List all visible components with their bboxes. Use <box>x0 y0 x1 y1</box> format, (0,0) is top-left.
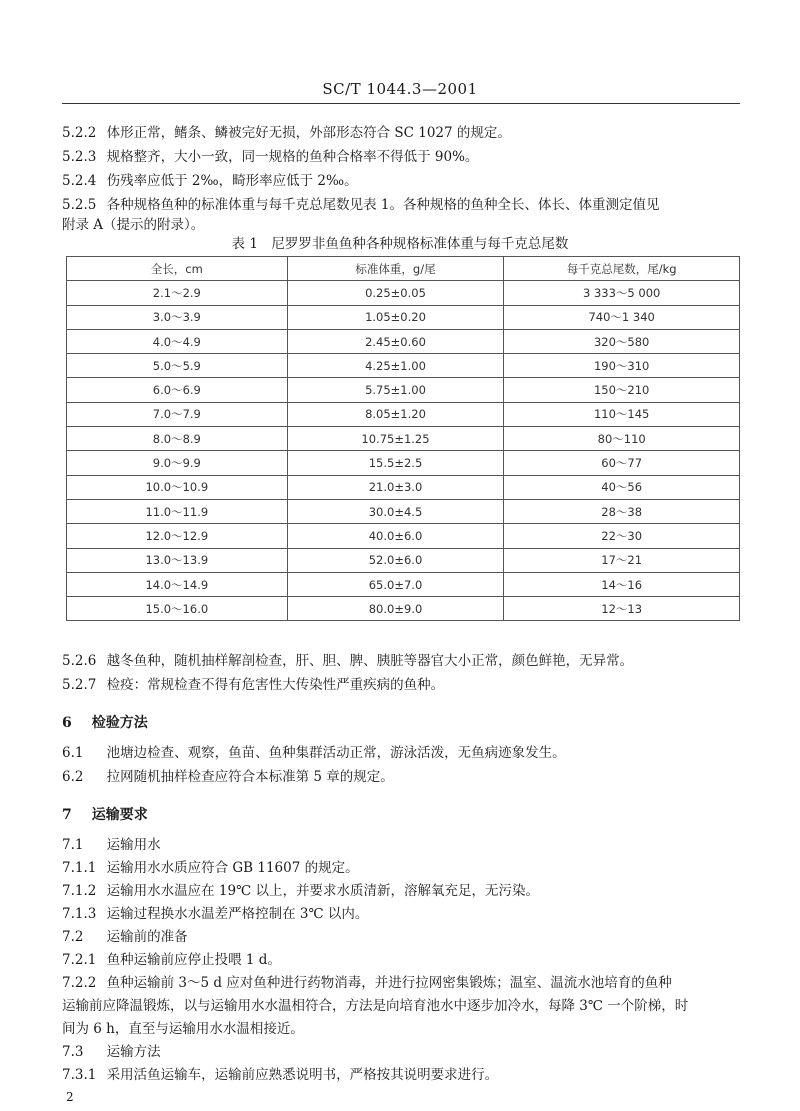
clause-number: 5.2.2 <box>62 125 97 141</box>
clause-text: 各种规格鱼种的标准体重与每千克总尾数见表 1。各种规格的鱼种全长、体长、体重测定值见 <box>106 197 660 213</box>
cell-weight: 21.0±3.0 <box>287 475 504 499</box>
cell-count: 740～1 340 <box>504 305 740 329</box>
clause-number: 7.1.1 <box>62 860 97 876</box>
cell-length: 8.0～8.9 <box>67 427 288 451</box>
clause-text: 鱼种运输前 3～5 d 应对鱼种进行药物消毒，并进行拉网密集锻炼；温室、温流水池培育的鱼种 <box>106 975 672 991</box>
cell-length: 9.0～9.9 <box>67 451 288 475</box>
clause-number: 7 <box>62 807 72 823</box>
header-weight: 标准体重，g/尾 <box>287 257 504 281</box>
section-heading <box>62 712 742 734</box>
cell-count: 28～38 <box>504 499 740 523</box>
clause-number: 5.2.6 <box>62 653 97 669</box>
clause-paragraph <box>62 742 742 764</box>
table-row <box>67 427 740 451</box>
clause-paragraph <box>62 766 742 788</box>
clause-paragraph <box>62 1064 742 1086</box>
clause-paragraph <box>62 122 742 144</box>
cell-weight: 15.5±2.5 <box>287 451 504 475</box>
cell-weight: 65.0±7.0 <box>287 572 504 596</box>
header-length: 全长，cm <box>67 257 288 281</box>
clause-number: 7.3.1 <box>62 1067 97 1083</box>
table-header-row <box>67 257 740 281</box>
cell-weight: 10.75±1.25 <box>287 427 504 451</box>
cell-count: 3 333～5 000 <box>504 281 740 305</box>
clause-number: 6.2 <box>62 769 84 785</box>
table-row <box>67 597 740 621</box>
cell-count: 320～580 <box>504 329 740 353</box>
standard-header: SC/T 1044.3—2001 <box>322 80 478 98</box>
clause-number: 6.1 <box>62 745 84 761</box>
table-row <box>67 305 740 329</box>
clause-number: 7.1 <box>62 837 84 853</box>
cell-weight: 4.25±1.00 <box>287 354 504 378</box>
clause-number: 5.2.7 <box>62 677 97 693</box>
clause-number: 6 <box>62 715 72 731</box>
cell-length: 10.0～10.9 <box>67 475 288 499</box>
cell-length: 15.0～16.0 <box>67 597 288 621</box>
table-row <box>67 451 740 475</box>
table-row <box>67 402 740 426</box>
cell-length: 4.0～4.9 <box>67 329 288 353</box>
clause-paragraph <box>62 903 742 925</box>
page-number: 2 <box>66 1090 74 1104</box>
clause-paragraph <box>62 1018 742 1040</box>
clause-paragraph <box>62 949 742 971</box>
cell-weight: 30.0±4.5 <box>287 499 504 523</box>
clause-text: 体形正常，鳍条、鳞被完好无损，外部形态符合 SC 1027 的规定。 <box>106 125 511 141</box>
clause-number: 5.2.4 <box>62 173 97 189</box>
clause-text: 检验方法 <box>91 715 148 731</box>
cell-length: 5.0～5.9 <box>67 354 288 378</box>
table-row <box>67 572 740 596</box>
clause-text: 运输用水水质应符合 GB 11607 的规定。 <box>106 860 359 876</box>
table-row <box>67 475 740 499</box>
table-row <box>67 329 740 353</box>
cell-count: 190～310 <box>504 354 740 378</box>
clause-paragraph <box>62 857 742 879</box>
clause-paragraph <box>62 170 742 192</box>
header-count: 每千克总尾数，尾/kg <box>504 257 740 281</box>
table-row <box>67 524 740 548</box>
cell-length: 2.1～2.9 <box>67 281 288 305</box>
clause-text: 伤残率应低于 2‰，畸形率应低于 2‰。 <box>106 173 358 189</box>
cell-length: 13.0～13.9 <box>67 548 288 572</box>
cell-weight: 2.45±0.60 <box>287 329 504 353</box>
table-body <box>67 281 740 621</box>
cell-count: 60～77 <box>504 451 740 475</box>
table-row <box>67 499 740 523</box>
cell-weight: 80.0±9.0 <box>287 597 504 621</box>
clause-paragraph <box>62 995 742 1017</box>
clause-text: 运输要求 <box>91 807 148 823</box>
clause-text: 采用活鱼运输车，运输前应熟悉说明书，严格按其说明要求进行。 <box>106 1067 499 1083</box>
cell-weight: 0.25±0.05 <box>287 281 504 305</box>
cell-count: 40～56 <box>504 475 740 499</box>
clause-number: 7.3 <box>62 1044 84 1060</box>
header-rule <box>62 103 740 104</box>
clause-paragraph <box>62 194 742 216</box>
cell-weight: 1.05±0.20 <box>287 305 504 329</box>
cell-count: 150～210 <box>504 378 740 402</box>
clause-text: 鱼种运输前应停止投喂 1 d。 <box>106 952 281 968</box>
cell-count: 14～16 <box>504 572 740 596</box>
cell-count: 110～145 <box>504 402 740 426</box>
cell-weight: 40.0±6.0 <box>287 524 504 548</box>
cell-length: 14.0～14.9 <box>67 572 288 596</box>
cell-count: 17～21 <box>504 548 740 572</box>
clause-number: 7.1.2 <box>62 883 97 899</box>
cell-count: 80～110 <box>504 427 740 451</box>
clause-paragraph <box>62 834 742 856</box>
clause-number: 7.2 <box>62 929 84 945</box>
table-row <box>67 281 740 305</box>
clause-text: 越冬鱼种，随机抽样解剖检查，肝、胆、脾、胰脏等器官大小正常，颜色鲜艳，无异常。 <box>106 653 634 669</box>
clause-text: 规格整齐，大小一致，同一规格的鱼种合格率不得低于 90%。 <box>106 149 479 165</box>
cell-length: 6.0～6.9 <box>67 378 288 402</box>
clause-text: 运输方法 <box>106 1044 161 1060</box>
table-row <box>67 548 740 572</box>
clause-text: 运输前应降温锻炼，以与运输用水水温相符合，方法是向培育池水中逐步加冷水，每降 3℃ 一个阶梯，时 <box>62 998 689 1014</box>
table-row <box>67 378 740 402</box>
cell-weight: 5.75±1.00 <box>287 378 504 402</box>
clause-paragraph <box>62 880 742 902</box>
table-caption: 表 1 尼罗罗非鱼鱼种各种规格标准体重与每千克总尾数 <box>231 236 569 252</box>
weight-table <box>66 256 740 621</box>
cell-weight: 8.05±1.20 <box>287 402 504 426</box>
cell-length: 7.0～7.9 <box>67 402 288 426</box>
clause-paragraph <box>62 926 742 948</box>
clause-text: 检疫：常规检查不得有危害性大传染性严重疾病的鱼种。 <box>106 677 445 693</box>
clause-number: 5.2.5 <box>62 197 97 213</box>
clause-text: 池塘边检查、观察，鱼苗、鱼种集群活动正常，游泳活泼，无鱼病迹象发生。 <box>106 745 566 761</box>
clause-paragraph <box>62 674 742 696</box>
clause-number: 7.2.1 <box>62 952 97 968</box>
clause-text: 运输过程换水水温差严格控制在 3℃ 以内。 <box>106 906 369 922</box>
clause-paragraph <box>62 1041 742 1063</box>
clause-number: 7.1.3 <box>62 906 97 922</box>
cell-length: 11.0～11.9 <box>67 499 288 523</box>
cell-count: 12～13 <box>504 597 740 621</box>
clause-text: 间为 6 h，直至与运输用水水温相接近。 <box>62 1021 304 1037</box>
clause-paragraph <box>62 146 742 168</box>
clause-number: 5.2.3 <box>62 149 97 165</box>
clause-text: 附录 A（提示的附录）。 <box>62 217 205 233</box>
clause-paragraph <box>62 972 742 994</box>
cell-weight: 52.0±6.0 <box>287 548 504 572</box>
clause-text: 运输前的准备 <box>106 929 188 945</box>
clause-paragraph <box>62 650 742 672</box>
cell-length: 3.0～3.9 <box>67 305 288 329</box>
section-heading <box>62 804 742 826</box>
clause-text: 运输用水水温应在 19℃ 以上，并要求水质清新，溶解氧充足，无污染。 <box>106 883 539 899</box>
clause-text: 拉网随机抽样检查应符合本标准第 5 章的规定。 <box>106 769 394 785</box>
cell-length: 12.0～12.9 <box>67 524 288 548</box>
cell-count: 22～30 <box>504 524 740 548</box>
clause-number: 7.2.2 <box>62 975 97 991</box>
clause-text: 运输用水 <box>106 837 161 853</box>
table-row <box>67 354 740 378</box>
